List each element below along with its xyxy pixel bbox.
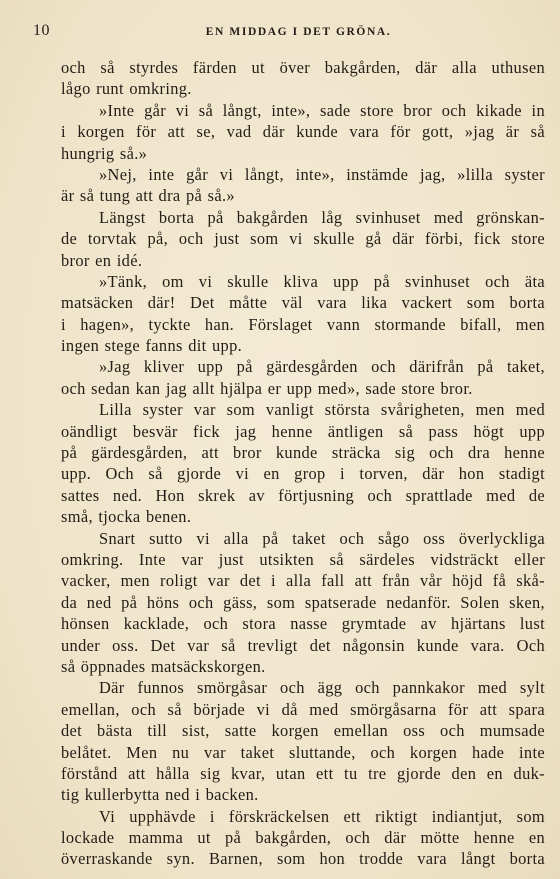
text-line: »Inte går vi så långt, inte», sade store bror och kikade in [99, 100, 545, 120]
text-line: i hagen», tyckte han. Förslaget vann stormande bifall, men [61, 314, 545, 334]
text-line: da ned på höns och gäss, som spatserade nedanför. Solen sken, [61, 592, 545, 612]
text-line: det bästa till sist, satte korgen emellan oss och mumsade [61, 721, 545, 741]
text-line: Snart sutto vi alla på taket och sågo oss överlyckliga [99, 528, 545, 548]
text-line: och så styrdes färden ut över bakgården, där alla uthusen [61, 58, 545, 77]
text-line: oändligt besvär fick jag henne äntligen så pass högt upp [61, 421, 545, 441]
text-line: »Jag kliver upp på gärdesgården och därifrån på taket, [99, 357, 545, 377]
text-line: emellan, och så började vi då med smörgåsarna för att spara [61, 699, 545, 719]
text-line: de torvtak på, och just som vi skulle gå där förbi, fick store [61, 229, 545, 249]
text-line: i korgen för att se, vad där kunde vara för gott, »jag är så [61, 122, 545, 142]
running-head: EN MIDDAG I DET GRÖNA. [205, 26, 392, 38]
text-line: och sedan kan jag allt hjälpa er upp med», sade store bror. [61, 378, 473, 398]
page-header [33, 22, 540, 46]
text-line: hönsen kacklade, och stora nasse grymtade av hjärtans lust [61, 614, 545, 634]
text-line: Där funnos smörgåsar och ägg och pannkakor med sylt [99, 678, 545, 698]
text-line: överraskande syn. Barnen, som hon trodde vara långt borta [61, 849, 545, 869]
text-line: Längst borta på bakgården låg svinhuset med grönskan- [99, 207, 545, 227]
text-line: hungrig så.» [61, 143, 148, 163]
text-line: förstånd att hålla sig kvar, utan ett tu tre gjorde den en duk- [61, 763, 545, 783]
text-line: upp. Och så gjorde vi en grop i torven, där hon stadigt [61, 464, 545, 484]
text-line: små, tjocka benen. [61, 507, 192, 527]
page-number: 10 [33, 22, 50, 39]
text-line: omkring. Inte var just utsikten så särdeles vidsträckt eller [61, 549, 545, 569]
text-line: matsäcken där! Det måtte väl vara lika vackert som borta [61, 293, 545, 313]
text-line: belåtet. Men nu var taket sluttande, och korgen hade inte [61, 742, 545, 762]
text-line: sattes ned. Hon skrek av förtjusning och sprattlade med de [61, 485, 545, 505]
text-line: lockade mamma ut på bakgården, och där mötte henne en [61, 828, 545, 848]
text-line: ingen stege fanns dit upp. [61, 336, 243, 356]
body-text [61, 57, 545, 870]
text-line: »Tänk, om vi skulle kliva upp på svinhuset och äta [99, 271, 545, 291]
text-line: Vi upphävde i förskräckelsen ett riktigt indiantjut, som [99, 806, 545, 826]
text-line: är så tung att dra på så.» [61, 186, 235, 206]
text-line: så öppnades matsäckskorgen. [61, 656, 266, 676]
text-line: på gärdesgården, att bror kunde sträcka sig och dra henne [61, 443, 545, 463]
text-line: lågo runt omkring. [61, 79, 192, 99]
text-line: tig kullerbytta ned i backen. [61, 785, 259, 805]
text-line: bror en idé. [61, 250, 143, 270]
text-line: under oss. Det var så trevligt det någonsin kunde vara. Och [61, 635, 545, 655]
text-line: »Nej, inte går vi långt, inte», instämde jag, »lilla syster [99, 164, 545, 184]
text-line: Lilla syster var som vanligt största svårigheten, men med [99, 400, 545, 420]
text-line: vacker, men roligt var det i alla fall att från vår höjd få skå- [61, 571, 545, 591]
